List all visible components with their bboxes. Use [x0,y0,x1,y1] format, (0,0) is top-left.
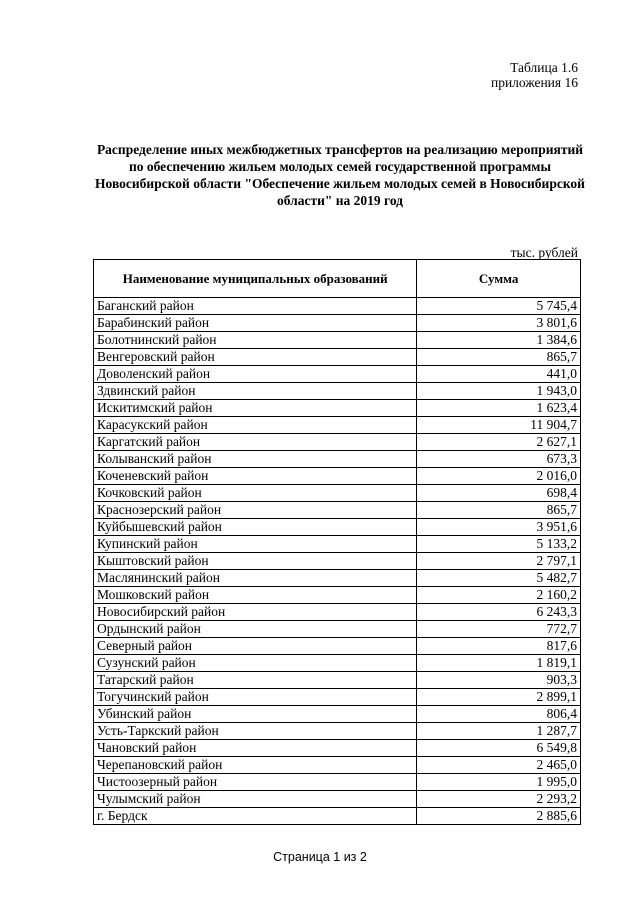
table-row [94,400,581,417]
municipality-name: Чистоозерный район [94,774,417,791]
transfer-amount: 1 384,6 [417,332,581,349]
table-row [94,774,581,791]
transfer-amount: 1 287,7 [417,723,581,740]
transfer-amount: 2 899,1 [417,689,581,706]
table-row [94,502,581,519]
municipality-name: Здвинский район [94,383,417,400]
transfer-amount: 3 801,6 [417,315,581,332]
municipality-name: Каргатский район [94,434,417,451]
municipality-name: Сузунский район [94,655,417,672]
transfer-amount: 1 943,0 [417,383,581,400]
transfer-amount: 6 549,8 [417,740,581,757]
title-line-1: Распределение иных межбюджетных трансфертов на реализацию мероприятий [96,142,584,157]
units-label: тыс. рублей [510,245,578,260]
table-row [94,298,581,315]
transfer-amount: 1 623,4 [417,400,581,417]
transfer-amount: 3 951,6 [417,519,581,536]
transfer-amount: 2 627,1 [417,434,581,451]
table-row [94,383,581,400]
municipality-name: Усть-Таркский район [94,723,417,740]
transfer-amount: 6 243,3 [417,604,581,621]
table-row [94,655,581,672]
table-row [94,332,581,349]
document-title [95,141,585,209]
transfer-amount: 806,4 [417,706,581,723]
table-row [94,536,581,553]
municipality-name: Барабинский район [94,315,417,332]
transfer-amount: 2 160,2 [417,587,581,604]
transfer-amount: 772,7 [417,621,581,638]
table-row [94,604,581,621]
table-row [94,349,581,366]
municipality-name: Доволенский район [94,366,417,383]
table-row [94,570,581,587]
table-row [94,808,581,825]
table-header-row [94,260,581,298]
table-row [94,434,581,451]
table-reference [491,60,578,90]
table-row [94,689,581,706]
municipality-name: Ордынский район [94,621,417,638]
municipality-name: Маслянинский район [94,570,417,587]
municipality-name: Колыванский район [94,451,417,468]
municipality-name: Татарский район [94,672,417,689]
title-line-2: по обеспечению жильем молодых семей государственной программы [128,159,552,174]
transfer-amount: 2 293,2 [417,791,581,808]
transfers-table [93,259,581,825]
transfer-amount: 673,3 [417,451,581,468]
transfer-amount: 2 016,0 [417,468,581,485]
municipality-name: Убинский район [94,706,417,723]
table-row [94,621,581,638]
table-row [94,757,581,774]
municipality-name: Кочковский район [94,485,417,502]
municipality-name: Болотнинский район [94,332,417,349]
table-row [94,638,581,655]
municipality-name: Тогучинский район [94,689,417,706]
table-row [94,723,581,740]
table-row [94,366,581,383]
table-row [94,417,581,434]
municipality-name: Чановский район [94,740,417,757]
table-row [94,553,581,570]
municipality-name: Черепановский район [94,757,417,774]
table-row [94,672,581,689]
appendix-number: приложения 16 [490,75,578,90]
municipality-name: Новосибирский район [94,604,417,621]
municipality-name: Мошковский район [94,587,417,604]
table-row [94,468,581,485]
transfer-amount: 441,0 [417,366,581,383]
municipality-name: Венгеровский район [94,349,417,366]
table-row [94,485,581,502]
transfer-amount: 865,7 [417,349,581,366]
table-number: Таблица 1.6 [510,60,578,75]
table-row [94,451,581,468]
table-row [94,791,581,808]
transfer-amount: 698,4 [417,485,581,502]
municipality-name: Коченевский район [94,468,417,485]
municipality-name: г. Бердск [94,808,417,825]
municipality-name: Искитимский район [94,400,417,417]
municipality-name: Куйбышевский район [94,519,417,536]
municipality-name: Карасукский район [94,417,417,434]
column-header-sum: Сумма [417,260,581,298]
table-row [94,519,581,536]
table-row [94,706,581,723]
municipality-name: Кыштовский район [94,553,417,570]
table-row [94,587,581,604]
table-body [94,298,581,825]
transfer-amount: 865,7 [417,502,581,519]
transfer-amount: 2 465,0 [417,757,581,774]
transfer-amount: 5 745,4 [417,298,581,315]
transfer-amount: 1 995,0 [417,774,581,791]
column-header-name: Наименование муниципальных образований [94,260,417,298]
transfer-amount: 11 904,7 [417,417,581,434]
table-row [94,740,581,757]
municipality-name: Северный район [94,638,417,655]
transfer-amount: 817,6 [417,638,581,655]
municipality-name: Чулымский район [94,791,417,808]
title-line-3: Новосибирской области "Обеспечение жильем молодых семей в Новосибирской [95,176,585,191]
municipality-name: Баганский район [94,298,417,315]
table-row [94,315,581,332]
municipality-name: Купинский район [94,536,417,553]
municipality-name: Краснозерский район [94,502,417,519]
transfer-amount: 1 819,1 [417,655,581,672]
page-number: Страница 1 из 2 [273,850,367,864]
transfer-amount: 903,3 [417,672,581,689]
transfer-amount: 2 797,1 [417,553,581,570]
title-line-4: области" на 2019 год [276,193,404,208]
transfer-amount: 5 133,2 [417,536,581,553]
transfer-amount: 2 885,6 [417,808,581,825]
transfer-amount: 5 482,7 [417,570,581,587]
